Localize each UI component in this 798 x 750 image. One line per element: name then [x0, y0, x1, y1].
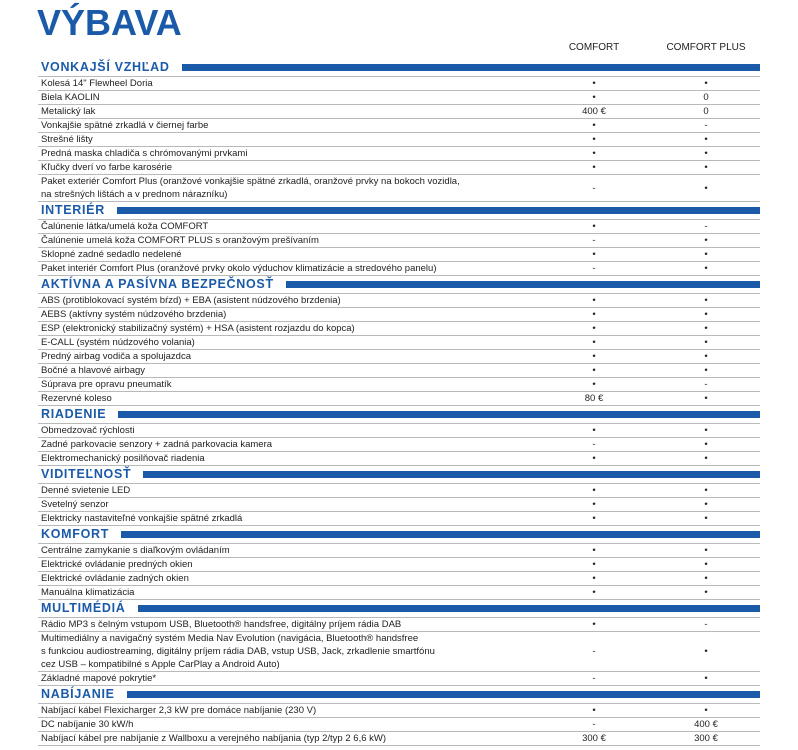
- section-header: [38, 202, 760, 220]
- comfort-value: •: [592, 78, 596, 89]
- equipment-row: [38, 438, 760, 452]
- comfort-value: •: [592, 559, 596, 570]
- equipment-row: [38, 672, 760, 686]
- comfort-plus-value: •: [704, 705, 708, 716]
- row-label: Kolesá 14" Flewheel Doria: [41, 78, 153, 89]
- row-label: Zadné parkovacie senzory + zadná parkovacia kamera: [41, 439, 273, 450]
- comfort-value: -: [592, 263, 596, 274]
- equipment-row: [38, 147, 760, 161]
- section-title: INTERIÉR: [41, 203, 105, 217]
- row-label: Nabíjací kábel Flexicharger 2,3 kW pre domáce nabíjanie (230 V): [41, 705, 317, 716]
- comfort-plus-value: •: [704, 393, 708, 404]
- row-label: Metalický lak: [41, 106, 96, 117]
- comfort-plus-value: •: [704, 134, 708, 145]
- section-bar: [127, 691, 760, 698]
- column-header-comfort-plus: COMFORT PLUS: [666, 42, 746, 53]
- row-label: Čalúnenie látka/umelá koža COMFORT: [41, 221, 209, 232]
- row-label: Vonkajšie spätné zrkadlá v čiernej farbe: [41, 120, 209, 131]
- comfort-plus-value: •: [704, 425, 708, 436]
- equipment-row: [38, 512, 760, 526]
- row-label: Strešné lišty: [41, 134, 93, 145]
- comfort-value: •: [592, 573, 596, 584]
- row-label: Elektrické ovládanie zadných okien: [41, 573, 189, 584]
- row-label: Multimediálny a navigačný systém Media Nav Evolution (navigácia, Bluetooth® handsfree s funkciou audiostreaming, digitálny príjem rádia DAB, vstup USB, Jack, zrkadlenie smartfónu cez USB – kompatibilné s Apple CarPlay a Android Auto): [41, 633, 435, 670]
- equipment-row: [38, 572, 760, 586]
- equipment-row: [38, 234, 760, 248]
- comfort-plus-value: -: [704, 120, 708, 131]
- section-comfort: [38, 526, 760, 600]
- comfort-plus-value: •: [704, 337, 708, 348]
- row-label: Elektromechanický posilňovač riadenia: [41, 453, 205, 464]
- section-title: KOMFORT: [41, 527, 110, 541]
- equipment-row: [38, 248, 760, 262]
- comfort-plus-value: •: [704, 309, 708, 320]
- equipment-row: [38, 336, 760, 350]
- row-label: Súprava pre opravu pneumatík: [41, 379, 172, 390]
- comfort-value: •: [592, 619, 596, 630]
- section-safety: [38, 276, 760, 406]
- section-bar: [117, 207, 760, 214]
- equipment-row: [38, 452, 760, 466]
- comfort-plus-value: 0: [703, 92, 709, 103]
- section-charging: [38, 686, 760, 746]
- section-title: VONKAJŠÍ VZHĽAD: [41, 60, 170, 74]
- comfort-plus-value: •: [704, 646, 708, 657]
- comfort-value: •: [592, 365, 596, 376]
- comfort-value: •: [592, 120, 596, 131]
- comfort-plus-value: •: [704, 182, 708, 194]
- equipment-row: [38, 424, 760, 438]
- row-label: Nabíjací kábel pre nabíjanie z Wallboxu a verejného nabíjania (typ 2/typ 2 6,6 kW): [41, 733, 387, 744]
- comfort-value: •: [592, 337, 596, 348]
- section-header: [38, 526, 760, 544]
- section-header: [38, 600, 760, 618]
- section-visibility: [38, 466, 760, 526]
- section-header: [38, 59, 760, 77]
- row-label: Predný airbag vodiča a spolujazdca: [41, 351, 191, 362]
- comfort-value: 400 €: [582, 106, 606, 117]
- comfort-value: •: [592, 148, 596, 159]
- row-label: Základné mapové pokrytie*: [41, 673, 157, 684]
- equipment-row: [38, 586, 760, 600]
- comfort-value: •: [592, 249, 596, 260]
- row-label: Biela KAOLIN: [41, 92, 100, 103]
- comfort-value: •: [592, 587, 596, 598]
- row-label: Predná maska chladiča s chrómovanými prvkami: [41, 148, 248, 159]
- equipment-row: [38, 308, 760, 322]
- comfort-value: 80 €: [584, 393, 604, 404]
- row-label: Paket exteriér Comfort Plus (oranžové vonkajšie spätné zrkadlá, oranžové prvky na bokoch vozidla, na strešných lištách a v prednom nárazníku): [41, 176, 460, 200]
- comfort-plus-value: •: [704, 351, 708, 362]
- section-bar: [121, 531, 760, 538]
- comfort-value: -: [592, 439, 596, 450]
- equipment-row: [38, 294, 760, 308]
- row-label: Rádio MP3 s čelným vstupom USB, Bluetooth® handsfree, digitálny príjem rádia DAB: [41, 619, 402, 630]
- comfort-value: •: [592, 425, 596, 436]
- row-label: Sklopné zadné sedadlo nedelené: [41, 249, 182, 260]
- section-header: [38, 686, 760, 704]
- comfort-value: -: [592, 646, 596, 657]
- comfort-plus-value: •: [704, 545, 708, 556]
- equipment-row: [38, 618, 760, 632]
- equipment-table: [38, 59, 760, 746]
- section-title: AKTÍVNA A PASÍVNA BEZPEČNOSŤ: [41, 277, 274, 291]
- equipment-row: [38, 378, 760, 392]
- row-label: Rezervné koleso: [41, 393, 112, 404]
- row-label: ABS (protiblokovací systém bŕzd) + EBA (asistent núdzového brzdenia): [41, 295, 341, 306]
- section-steering: [38, 406, 760, 466]
- comfort-plus-value: •: [704, 573, 708, 584]
- equipment-row: [38, 161, 760, 175]
- comfort-plus-value: •: [704, 485, 708, 496]
- row-label: ESP (elektronický stabilizačný systém) + HSA (asistent rozjazdu do kopca): [41, 323, 355, 334]
- comfort-value: •: [592, 545, 596, 556]
- comfort-plus-value: •: [704, 587, 708, 598]
- comfort-value: •: [592, 309, 596, 320]
- comfort-value: •: [592, 705, 596, 716]
- row-label: Elektrické ovládanie predných okien: [41, 559, 193, 570]
- section-title: NABÍJANIE: [41, 687, 115, 701]
- comfort-plus-value: •: [704, 295, 708, 306]
- comfort-value: •: [592, 323, 596, 334]
- equipment-row: [38, 498, 760, 512]
- equipment-row: [38, 105, 760, 119]
- equipment-row: [38, 558, 760, 572]
- comfort-plus-value: -: [704, 619, 708, 630]
- row-label: Svetelný senzor: [41, 499, 109, 510]
- column-headers: [38, 42, 760, 54]
- equipment-row: [38, 364, 760, 378]
- section-interior: [38, 202, 760, 276]
- comfort-value: •: [592, 295, 596, 306]
- row-label: Obmedzovač rýchlosti: [41, 425, 135, 436]
- row-label: Manuálna klimatizácia: [41, 587, 135, 598]
- row-label: DC nabíjanie 30 kW/h: [41, 719, 134, 730]
- section-title: RIADENIE: [41, 407, 107, 421]
- comfort-plus-value: •: [704, 513, 708, 524]
- comfort-value: •: [592, 453, 596, 464]
- comfort-value: -: [592, 719, 596, 730]
- section-title: MULTIMÉDIÁ: [41, 601, 126, 615]
- row-label: AEBS (aktívny systém núdzového brzdenia): [41, 309, 227, 320]
- comfort-plus-value: •: [704, 499, 708, 510]
- section-title: VIDITEĽNOSŤ: [41, 467, 132, 481]
- comfort-value: •: [592, 351, 596, 362]
- section-bar: [286, 281, 760, 288]
- comfort-plus-value: •: [704, 78, 708, 89]
- equipment-row: [38, 632, 760, 672]
- row-label: Denné svietenie LED: [41, 485, 131, 496]
- comfort-value: •: [592, 499, 596, 510]
- column-header-comfort: COMFORT: [568, 42, 620, 53]
- section-bar: [143, 471, 760, 478]
- row-label: Elektricky nastaviteľné vonkajšie spätné zrkadlá: [41, 513, 243, 524]
- comfort-plus-value: -: [704, 379, 708, 390]
- equipment-row: [38, 175, 760, 202]
- comfort-plus-value: •: [704, 263, 708, 274]
- comfort-value: •: [592, 134, 596, 145]
- comfort-value: -: [592, 673, 596, 684]
- comfort-plus-value: •: [704, 559, 708, 570]
- equipment-row: [38, 392, 760, 406]
- section-bar: [138, 605, 760, 612]
- comfort-plus-value: •: [704, 673, 708, 684]
- equipment-row: [38, 77, 760, 91]
- row-label: Bočné a hlavové airbagy: [41, 365, 146, 376]
- row-label: Čalúnenie umelá koža COMFORT PLUS s oranžovým prešívaním: [41, 235, 319, 246]
- comfort-value: •: [592, 513, 596, 524]
- row-label: E-CALL (systém núdzového volania): [41, 337, 195, 348]
- comfort-value: •: [592, 379, 596, 390]
- comfort-value: •: [592, 221, 596, 232]
- equipment-row: [38, 718, 760, 732]
- section-bar: [182, 64, 760, 71]
- comfort-plus-value: •: [704, 148, 708, 159]
- comfort-plus-value: 400 €: [694, 719, 718, 730]
- row-label: Centrálne zamykanie s diaľkovým ovládaním: [41, 545, 230, 556]
- comfort-plus-value: •: [704, 162, 708, 173]
- section-bar: [118, 411, 760, 418]
- equipment-row: [38, 220, 760, 234]
- equipment-row: [38, 262, 760, 276]
- section-header: [38, 466, 760, 484]
- equipment-row: [38, 119, 760, 133]
- comfort-plus-value: •: [704, 453, 708, 464]
- section-header: [38, 406, 760, 424]
- comfort-plus-value: •: [704, 235, 708, 246]
- equipment-row: [38, 484, 760, 498]
- section-exterior: [38, 59, 760, 202]
- equipment-row: [38, 133, 760, 147]
- equipment-row: [38, 322, 760, 336]
- comfort-value: -: [592, 235, 596, 246]
- comfort-plus-value: •: [704, 439, 708, 450]
- comfort-value: 300 €: [582, 733, 606, 744]
- row-label: Paket interiér Comfort Plus (oranžové prvky okolo výduchov klimatizácie a stredového panelu): [41, 263, 437, 274]
- equipment-row: [38, 732, 760, 746]
- comfort-plus-value: •: [704, 249, 708, 260]
- equipment-row: [38, 350, 760, 364]
- comfort-plus-value: -: [704, 221, 708, 232]
- comfort-value: •: [592, 92, 596, 103]
- comfort-value: -: [592, 182, 596, 194]
- comfort-plus-value: •: [704, 323, 708, 334]
- row-label: Kľučky dverí vo farbe karosérie: [41, 162, 173, 173]
- comfort-plus-value: •: [704, 365, 708, 376]
- page-title: VÝBAVA: [37, 2, 182, 43]
- equipment-row: [38, 91, 760, 105]
- section-multimedia: [38, 600, 760, 686]
- comfort-value: •: [592, 485, 596, 496]
- equipment-row: [38, 704, 760, 718]
- comfort-plus-value: 300 €: [694, 733, 718, 744]
- comfort-value: •: [592, 162, 596, 173]
- equipment-row: [38, 544, 760, 558]
- section-header: [38, 276, 760, 294]
- comfort-plus-value: 0: [703, 106, 709, 117]
